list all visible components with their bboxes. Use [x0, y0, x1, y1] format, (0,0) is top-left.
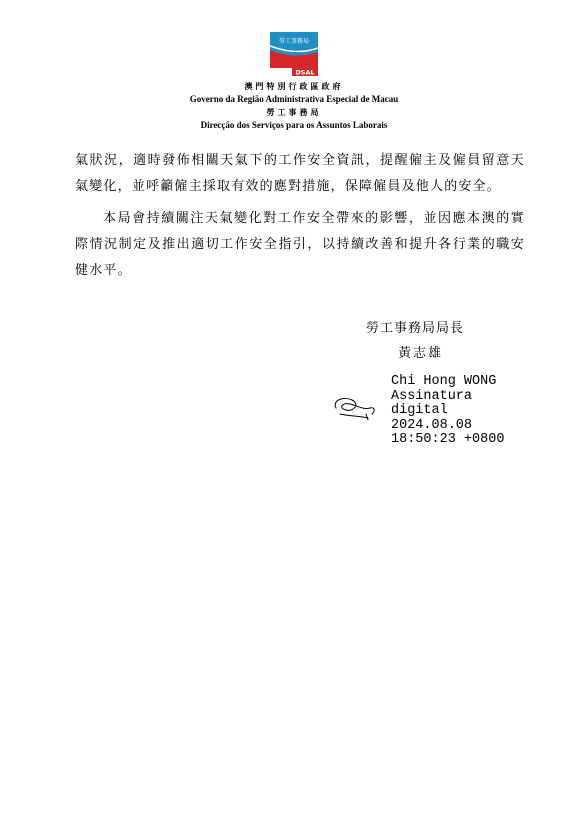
department-name-pt: Direcção dos Serviços para os Assuntos Laborais — [200, 120, 388, 130]
signatory-name: 黃志雄 — [398, 346, 444, 361]
letterhead — [0, 32, 588, 132]
dsal-logo-icon — [270, 32, 318, 76]
government-name-pt: Governo da Região Administrativa Especial de Macau — [189, 94, 399, 104]
department-name-zh: 勞工事務局 — [266, 108, 322, 117]
handwritten-signature-icon — [330, 388, 380, 424]
signatory-title: 勞工事務局局長 — [366, 321, 465, 336]
digital-date: 2024.08.08 — [391, 417, 473, 433]
digital-time: 18:50:23 +0800 — [391, 432, 505, 447]
digital-label-2: digital — [391, 403, 448, 418]
logo-text: 勞工事務局 — [278, 38, 310, 45]
paragraph-1: 氣狀況，適時發佈相關天氣下的工作安全資訊，提醒僱主及僱員留意天氣變化，並呼籲僱主採取有效的應對措施，保障僱員及他人的安全。 — [75, 153, 525, 194]
government-name-zh: 澳門特別行政區政府 — [244, 82, 344, 91]
paragraph-2: 本局會持續關注天氣變化對工作安全帶來的影響，並因應本澳的實際情況制定及推出適切工作安全指引，以持續改善和提升各行業的職安健水平。 — [75, 211, 525, 278]
logo-abbr: DSAL — [295, 68, 315, 76]
digital-signer: Chi Hong WONG — [391, 374, 497, 389]
digital-signature-block — [391, 375, 504, 448]
document-body — [75, 148, 525, 284]
digital-label-1: Assinatura — [391, 388, 473, 404]
